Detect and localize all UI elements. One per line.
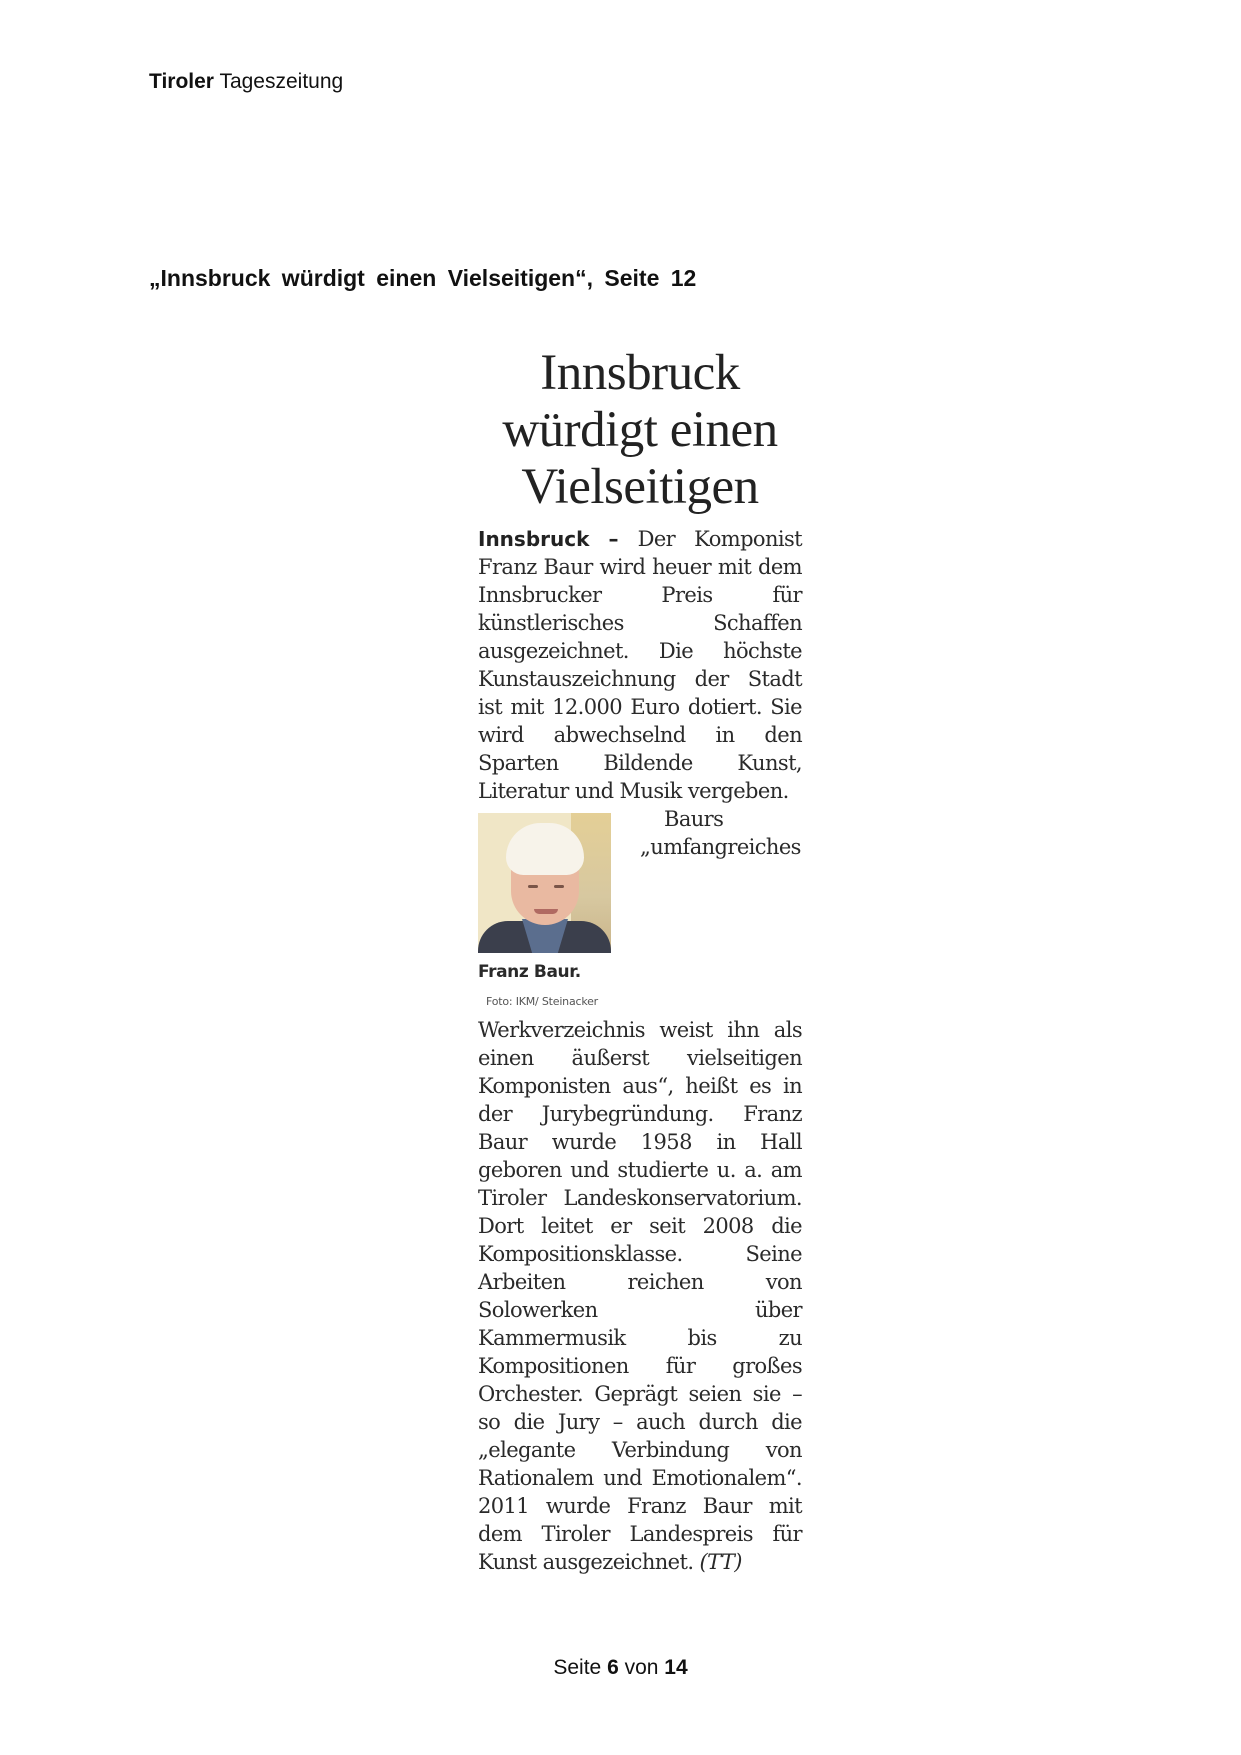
page-total: 14 [664,1656,688,1679]
page-label: Seite [553,1656,602,1679]
article-reference: „Innsbruck würdigt einen Vielseitigen“, Seite 12 [149,265,697,291]
article-headline [478,345,802,516]
dateline: Innsbruck [478,527,590,551]
of-label: von [624,1656,659,1679]
publication-header [149,70,343,94]
publication-name-bold: Tiroler [149,70,214,93]
headline-line: würdigt einen [502,402,778,458]
headline-line: Vielseitigen [521,459,759,515]
photo-figure [478,813,630,1016]
paragraph-text: Baurs „umfangreiches Werkverzeichnis weist ihn als einen äußerst vielseitigen Komponisten aus“, heißt es in der Jurybegründung. Franz Baur wurde 1958 in Hall geboren und studierte u. a. am Tiroler Landeskonservatorium. Dort leitet er seit 2008 die Kompositionsklasse. Seine Arbeiten reichen von Solowerken über Kammermusik bis zu Kompositionen für großes Orchester. Geprägt seien sie – so die Jury – auch durch die „elegante Verbindung von Rationalem und Emotionalem“. 2011 wurde Franz Baur mit dem Tiroler Landespreis für Kunst ausgezeichnet. [478,807,802,1574]
article-paragraph-1 [478,525,802,805]
byline: (TT) [699,1550,742,1574]
article-paragraph-2 [478,805,802,1576]
newspaper-clipping [478,345,802,1576]
headline-line: Innsbruck [540,345,740,401]
paragraph-text: Der Komponist Franz Baur wird heuer mit dem Innsbrucker Preis für künstlerisches Schaffen ausgezeichnet. Die höchste Kunstauszeichnung der Stadt ist mit 12.000 Euro dotiert. Sie wird abwechselnd in den Sparten Bildende Kunst, Literatur und Musik vergeben. [478,527,803,803]
page-current: 6 [607,1656,619,1679]
publication-name-rest: Tageszeitung [219,70,344,93]
dateline-dash: – [608,527,619,551]
portrait-photo-icon [478,813,611,953]
page-number [0,1656,1241,1680]
photo-caption: Franz Baur. [478,962,581,982]
article-body [478,525,802,1576]
photo-credit: Foto: IKM/ Steinacker [486,995,599,1008]
